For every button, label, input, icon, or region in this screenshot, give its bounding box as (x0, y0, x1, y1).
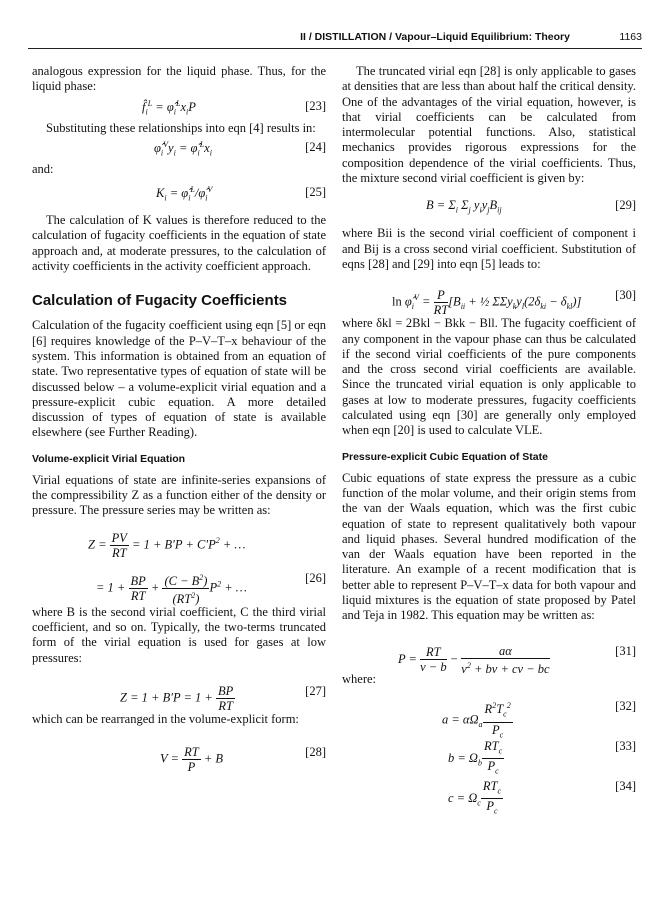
equation-number: [32] (615, 698, 636, 713)
paragraph: where δkl = 2Bkl − Bkk − Bll. The fugacity coefficient of any component in the vapour phase can thus be calculated if the second virial coefficients of the pure components and the cross second virial coefficients are available. Since the truncated virial equation is only applicable to gases at low to moderate pressures, fugacity coefficients calculated using eqn [30] are generally only employed when eqn [20] is used to calculate VLE. (342, 316, 636, 438)
equation-number: [28] (305, 745, 326, 760)
equation-number: [29] (615, 198, 636, 213)
equation-body: $\varphî_i^Vy_i$ = $\varphî_i^Lx_i$ (154, 139, 212, 158)
equation-number: [23] (305, 98, 326, 113)
equation-27 (32, 672, 326, 712)
equation-31 (342, 632, 636, 676)
equation-26a (32, 519, 326, 559)
equation-body: Z = $\frac{PV}{RT}$ = $1 + B'P + C'P^2$ + … (88, 530, 246, 560)
paragraph: where B is the second virial coefficient, C the third virial coefficient, and so on. Typically, the two-terms truncated form of the virial equation is used for gases at low pressures: (32, 604, 326, 665)
equation-body: $\ln \varphî_i^V$ = $\frac{P}{RT}$ [$B_{ii}$ + ½ $\Sigma\Sigma y_ky_l(2\delta_{ki} - \delta_{kl})$] (392, 288, 582, 318)
equation-24 (32, 136, 326, 162)
section-heading: Calculation of Fugacity Coefficients (32, 292, 288, 310)
page-number: 1163 (619, 31, 642, 43)
left-column (32, 64, 326, 773)
equation-body: $K_i$ = $\varphî_i^L/\varphî_i^V$ (156, 185, 213, 203)
paragraph: and: (32, 161, 54, 176)
equation-number: [30] (615, 288, 636, 303)
right-column (342, 64, 636, 816)
equation-28 (32, 733, 326, 773)
equation-body: $a = \alpha\Omega_a$ $\frac{R^2T_c^2}{P_c}$ (442, 700, 511, 740)
header-rule (28, 48, 642, 49)
header-title: II / DISTILLATION / Vapour–Liquid Equilibrium: Theory (300, 31, 570, 43)
equation-number: [33] (615, 738, 636, 753)
equation-32 (342, 687, 636, 740)
equation-body: $B = \Sigma_i$ $\Sigma_j$ $y_iy_jB_{ij}$ (426, 198, 502, 215)
equation-body: Z = 1 + B′P = 1 + $\frac{BP}{RT}$ (120, 683, 234, 713)
equation-number: [26] (305, 570, 326, 585)
equation-number: [25] (305, 185, 326, 200)
equation-30 (342, 276, 636, 316)
equation-body: V = $\frac{RT}{P}$ + B (160, 745, 224, 775)
equation-number: [27] (305, 683, 326, 698)
paragraph: The truncated virial eqn [28] is only applicable to gases at densities that are less than about half the critical density. One of the advantages of the virial equation, however, is that virial coefficients can be calculated from intermolecular potential functions. Also, statistical mechanics provides rigorous expressions for the composition dependence of the virial coefficients. Thus, the mixture second virial coefficient is given by: (342, 64, 636, 186)
equation-34 (342, 767, 636, 816)
equation-29 (342, 186, 636, 226)
paragraph: where: (342, 671, 377, 686)
paragraph: Calculation of the fugacity coefficient using eqn [5] or eqn [6] requires knowledge of the P–V–T–x behaviour of the system. This information is obtained from an equation of state. Two representative types of equation of state will be discussed below – a volume-explicit virial equation and a pressure-explicit cubic equation. A more detailed discussion of types of equation of state is available elsewhere (see Further Reading). (32, 318, 326, 440)
equation-25 (32, 181, 326, 207)
paragraph: where Bii is the second virial coefficient of component i and Bij is a cross second virial coefficient. Substitution of eqns [28] and [29] into eqn [5] leads to: (342, 226, 636, 271)
paragraph: Cubic equations of state express the pressure as a cubic function of the molar volume, and their origin stems from the van der Waals equation, which was the first cubic equation of state to represent qualitatively both vapour and liquid phases. Several hundred modification of the van der Waals equation have been reported in the literature. An example of a recent modification that is better able to represent P–V–T–x data for both vapour and liquid mixtures is the equation of state proposed by Patel and Teja in 1982. This equation may be written as: (342, 470, 636, 623)
paragraph: which can be rearranged in the volume-explicit form: (32, 711, 299, 726)
equation-number: [31] (615, 643, 636, 658)
paragraph: Virial equations of state are infinite-series expansions of the compressibility Z as a function either of the density or pressure. The pressure series may be written as: (32, 472, 326, 518)
equation-body: $f̂_i^L$ = $\varphî_i^Lx_iP$ (142, 98, 196, 117)
paragraph: Substituting these relationships into eqn [4] results in: (46, 120, 316, 135)
equation-body: = 1 + $\frac{BP}{RT}$ + $\frac{(C - B^2)}{(RT^2)}$ $P^2$ + … (96, 572, 247, 606)
paragraph: The calculation of K values is therefore reduced to the calculation of fugacity coefficients in the equation of state approach and, at moderate pressures, to the calculation of activity coefficients in the activity coefficient approach. (32, 213, 326, 274)
equation-number: [34] (615, 778, 636, 793)
running-header (28, 28, 642, 48)
equation-body: $b = \Omega_b$ $\frac{RT_c}{P_c}$ (448, 738, 503, 776)
equation-body: $c = \Omega_c$ $\frac{RT_c}{P_c}$ (448, 778, 501, 816)
equation-body: P = $\frac{RT}{v - b}$ − $\frac{a\alpha}{v^2 + bv + cv - bc}$ (398, 643, 550, 676)
equation-number: [24] (305, 139, 326, 154)
subsection-heading: Pressure-explicit Cubic Equation of State (342, 450, 548, 463)
equation-26 (32, 559, 326, 606)
subsection-heading: Volume-explicit Virial Equation (32, 452, 186, 465)
paragraph: analogous expression for the liquid phase. Thus, for the liquid phase: (32, 64, 326, 94)
equation-23 (32, 95, 326, 121)
equation-33 (342, 727, 636, 776)
